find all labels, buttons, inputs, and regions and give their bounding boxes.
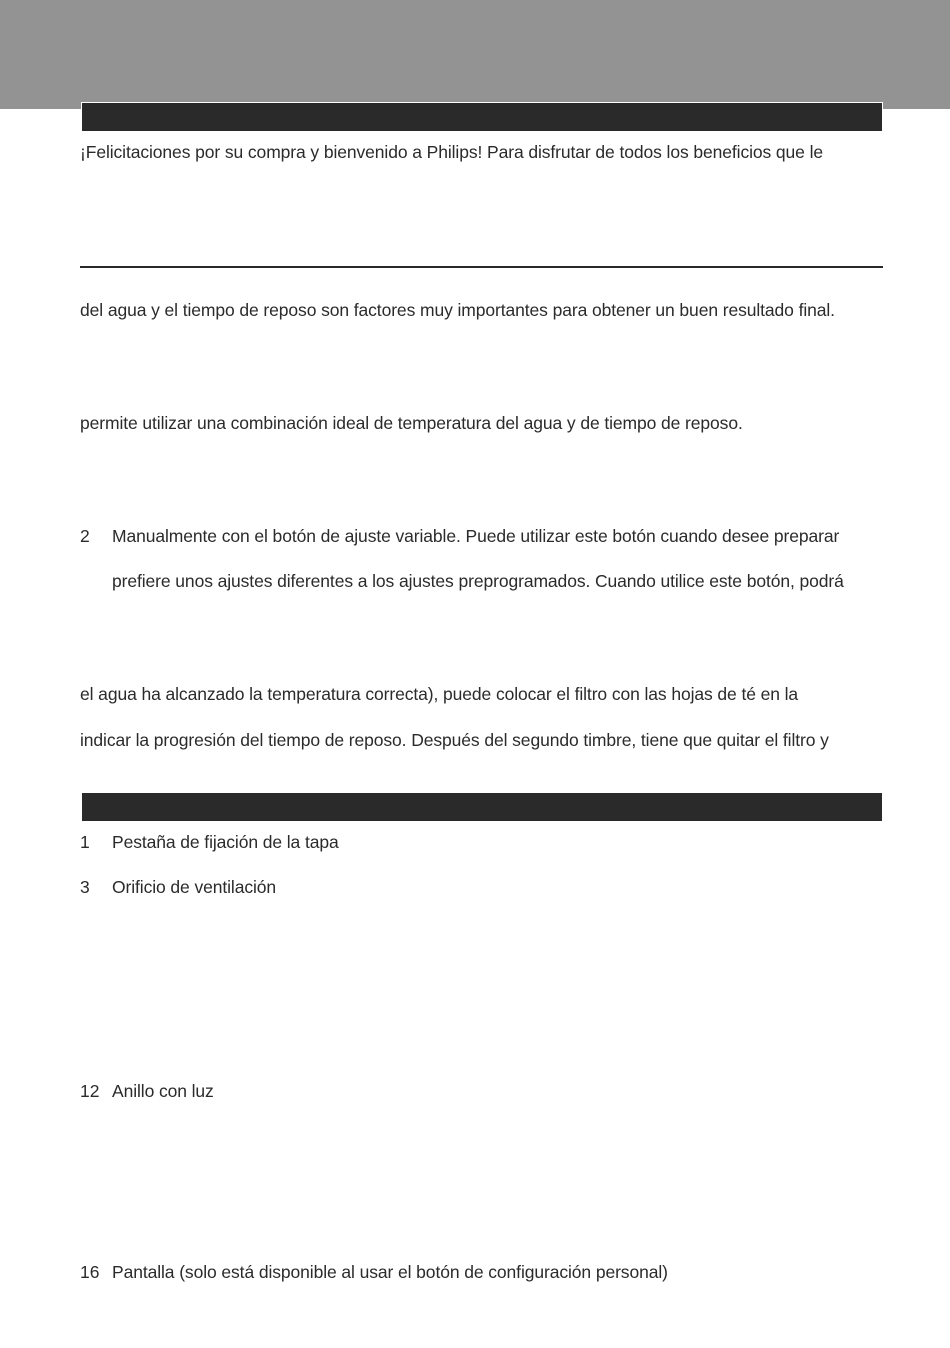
body-text-line-filter: el agua ha alcanzado la temperatura correcta), puede colocar el filtro con las hojas de té en la	[80, 684, 799, 704]
part-label: Orificio de ventilación	[112, 877, 277, 897]
top-gray-band	[0, 0, 950, 109]
part-number: 1	[80, 832, 90, 852]
part-label: Pestaña de fijación de la tapa	[112, 832, 339, 852]
step-number: 2	[80, 526, 90, 546]
section-divider-rule	[80, 266, 883, 268]
part-number: 3	[80, 877, 90, 897]
step-text-line: prefiere unos ajustes diferentes a los ajustes preprogramados. Cuando utilice este botón, podrá	[112, 571, 844, 591]
step-text-line: Manualmente con el botón de ajuste variable. Puede utilizar este botón cuando desee preparar	[112, 526, 840, 546]
part-number: 16	[80, 1262, 100, 1282]
body-text-line-progress: indicar la progresión del tiempo de reposo. Después del segundo timbre, tiene que quitar el filtro y	[80, 730, 829, 750]
part-number: 12	[80, 1081, 100, 1101]
intro-text-line: ¡Felicitaciones por su compra y bienvenido a Philips! Para disfrutar de todos los beneficios que le	[80, 142, 824, 162]
body-text-line-combination: permite utilizar una combinación ideal de temperatura del agua y de tiempo de reposo.	[80, 413, 743, 433]
section-header-bar-general-description	[81, 792, 883, 822]
body-text-line-water: del agua y el tiempo de reposo son factores muy importantes para obtener un buen resultado final.	[80, 300, 835, 320]
section-header-bar-introduction	[81, 102, 883, 132]
part-label: Anillo con luz	[112, 1081, 214, 1101]
part-label: Pantalla (solo está disponible al usar el botón de configuración personal)	[112, 1262, 668, 1282]
